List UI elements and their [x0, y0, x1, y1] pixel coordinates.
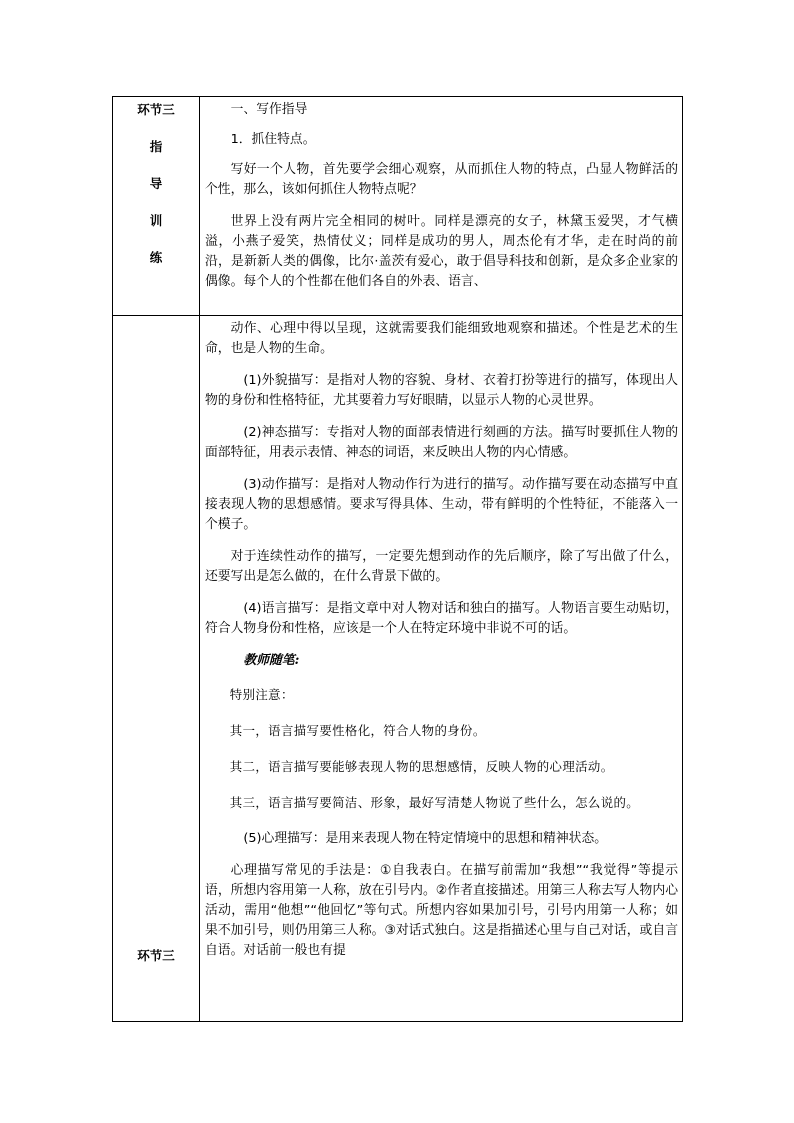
subheading: 1．抓住特点。	[230, 132, 316, 147]
table-row	[113, 97, 683, 316]
vertical-char: 训	[149, 213, 163, 228]
body-paragraph: (3)动作描写：是指对人物动作行为进行的描写。动作描写要在动态描写中直接表现人物的思想感情。要求写得具体、生动，带有鲜明的个性特征，不能落入一个模子。	[205, 477, 678, 532]
stage-cell	[113, 97, 200, 316]
handwritten-note: 其三，语言描写要简洁、形象，最好写清楚人物说了些什么，怎么说的。	[229, 795, 640, 810]
handwritten-note: 其二，语言描写要能够表现人物的思想感情，反映人物的心理活动。	[229, 759, 614, 774]
content-cell	[200, 316, 683, 1022]
body-paragraph: 世界上没有两片完全相同的树叶。同样是漂亮的女子，林黛玉爱哭，才气横溢，小燕子爱笑，热情仗义；同样是成功的男人，周杰伦有才华，走在时尚的前沿，是新新人类的偶像，比尔·盖茨有爱心，敢于倡导科技和创新，是众多企业家的偶像。每个人的个性都在他们各自的外表、语言、	[205, 214, 678, 289]
body-paragraph: 对于连续性动作的描写，一定要先想到动作的先后顺序，除了写出做了什么，还要写出是怎么做的，在什么背景下做的。	[205, 549, 678, 584]
body-paragraph: 心理描写常见的手法是：①自我表白。在描写前需加“我想”“我觉得”等提示语，所想内容用第一人称，放在引号内。②作者直接描述。用第三人称去写人物内心活动，需用“他想”“他回忆”等句式。所想内容如果加引号，引号内用第一人称；如果不加引号，则仍用第三人称。③对话式独白。这是指描述心里与自己对话，或自言自语。对话前一般也有提	[205, 863, 678, 958]
table-row	[113, 316, 683, 1022]
body-paragraph: (4)语言描写：是指文章中对人物对话和独白的描写。人物语言要生动贴切，符合人物身份和性格，应该是一个人在特定环境中非说不可的话。	[205, 601, 678, 636]
body-paragraph: 写好一个人物，首先要学会细心观察，从而抓住人物的特点，凸显人物鲜活的个性，那么，该如何抓住人物特点呢？	[205, 162, 678, 197]
handwritten-note: 其一，语言描写要性格化，符合人物的身份。	[229, 723, 486, 738]
lesson-plan-table	[112, 96, 683, 1022]
section-heading: 一、写作指导	[230, 102, 308, 117]
body-paragraph: (2)神态描写：专指对人物的面部表情进行刻画的方法。描写时要抓住人物的面部特征，用表示表情、神态的词语，来反映出人物的内心情感。	[205, 425, 678, 460]
teacher-notes-heading: 教师随笔:	[243, 653, 300, 668]
vertical-char: 指	[149, 139, 163, 154]
body-paragraph: (5)心理描写：是用来表现人物在特定情境中的思想和精神状态。	[243, 831, 608, 846]
vertical-char: 练	[149, 250, 163, 265]
vertical-char: 导	[149, 176, 163, 191]
body-paragraph: (1)外貌描写：是指对人物的容貌、身材、衣着打扮等进行的描写，体现出人物的身份和性格特征，尤其要着力写好眼睛，以显示人物的心灵世界。	[205, 373, 678, 408]
stage-cell	[113, 316, 200, 1022]
stage-label: 环节三	[137, 948, 175, 963]
stage-label: 环节三	[137, 102, 175, 117]
handwritten-note: 特别注意：	[229, 687, 294, 702]
content-cell	[200, 97, 683, 316]
body-paragraph: 动作、心理中得以呈现，这就需要我们能细致地观察和描述。个性是艺术的生命，也是人物的生命。	[205, 321, 678, 356]
